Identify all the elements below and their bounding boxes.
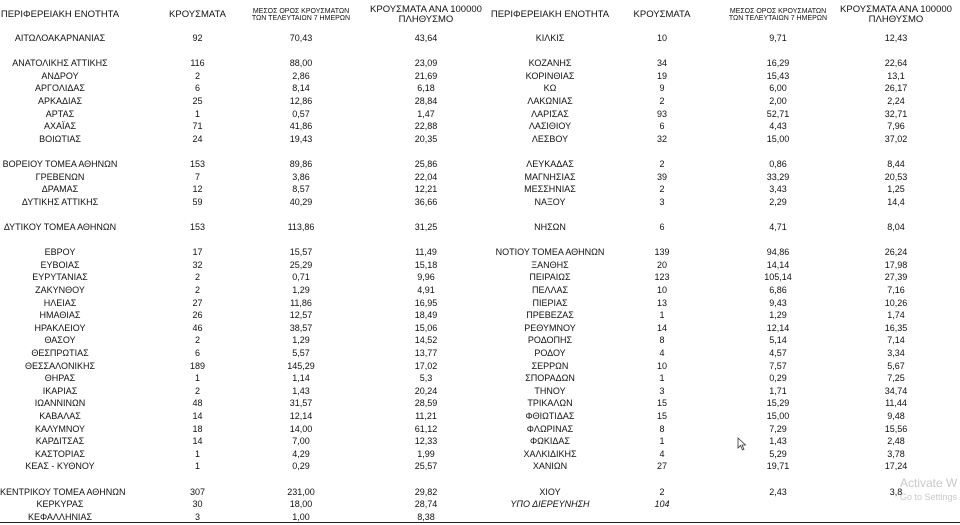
cell-per100k: 17,98	[884, 259, 908, 270]
cell-per100k: 9,48	[887, 411, 905, 421]
cell-cases: 24	[192, 133, 203, 144]
cell-avg: 145,29	[287, 360, 315, 371]
cell-cases: 2	[194, 335, 200, 346]
cell-avg: 5,29	[769, 448, 787, 459]
cell-cases: 93	[656, 108, 667, 119]
cell-avg: 88,00	[289, 58, 313, 69]
cell-cases: 15	[656, 398, 667, 409]
cell-avg: 2,00	[769, 96, 787, 106]
cell-per100k: 11,44	[885, 398, 907, 409]
cell-name: ΚΑΣΤΟΡΙΑΣ	[35, 448, 85, 459]
cell-cases: 3	[659, 385, 665, 396]
cell-avg: 12,14	[766, 322, 790, 333]
cell-name: ΒΟΡΕΙΟΥ ΤΟΜΕΑ ΑΘΗΝΩΝ	[2, 159, 118, 169]
cell-avg: 1,43	[769, 436, 787, 447]
cell-cases: 2	[194, 285, 200, 295]
cell-per100k: 20,24	[414, 385, 438, 396]
cell-avg: 0,57	[292, 108, 310, 119]
cell-cases: 10	[656, 285, 667, 295]
cell-avg: 8,57	[292, 184, 310, 195]
cell-avg: 5,14	[769, 335, 787, 346]
cell-per100k: 7,96	[887, 121, 905, 132]
cell-per100k: 6,18	[417, 83, 435, 94]
cell-per100k: 11,21	[415, 411, 437, 421]
cell-cases: 15	[656, 411, 667, 421]
table-bottom-border	[0, 522, 960, 523]
cell-avg: 1,43	[292, 385, 310, 396]
cell-avg: 7,57	[769, 360, 787, 371]
cell-name: ΑΧΑΪΑΣ	[43, 121, 77, 132]
cell-cases: 59	[192, 196, 203, 207]
cell-cases: 71	[192, 121, 203, 132]
cell-per100k: 9,96	[417, 272, 435, 283]
cell-per100k: 16,35	[884, 322, 908, 333]
cell-name: ΧΙΟΥ	[539, 486, 561, 497]
cell-per100k: 16,95	[414, 297, 438, 308]
cell-name: ΚΙΛΚΙΣ	[535, 33, 565, 43]
cell-per100k: 28,59	[414, 398, 438, 409]
cell-per100k: 43,64	[414, 33, 438, 43]
cell-cases: 6	[194, 348, 200, 358]
cell-per100k: 8,44	[887, 159, 905, 169]
cell-name: ΑΡΚΑΔΙΑΣ	[37, 96, 83, 106]
cell-avg: 2,43	[769, 486, 787, 497]
cell-cases: 1	[194, 448, 200, 459]
cell-avg: 94,86	[766, 247, 790, 258]
cell-cases: 139	[654, 247, 670, 258]
header-cases-right: ΚΡΟΥΣΜΑΤΑ	[633, 9, 691, 21]
cell-name: ΗΛΕΙΑΣ	[43, 297, 77, 308]
cell-name: ΑΝΔΡΟΥ	[41, 70, 79, 81]
cell-name: ΦΩΚΙΔΑΣ	[530, 436, 570, 447]
cell-cases: 26	[192, 310, 203, 321]
cell-cases: 27	[192, 297, 203, 308]
cell-name: ΘΕΣΠΡΩΤΙΑΣ	[31, 348, 89, 358]
cell-per100k: 14,4	[887, 196, 905, 207]
cell-per100k: 8,04	[887, 222, 905, 232]
cell-name: ΦΛΩΡΙΝΑΣ	[526, 423, 574, 434]
cell-avg: 19,43	[289, 133, 313, 144]
cell-avg: 9,43	[769, 297, 787, 308]
cell-name: ΔΥΤΙΚΗΣ ΑΤΤΙΚΗΣ	[21, 196, 99, 207]
cell-name: ΔΡΑΜΑΣ	[41, 184, 79, 195]
cell-per100k: 31,25	[414, 222, 438, 232]
cell-avg: 0,29	[769, 373, 787, 384]
cell-cases: 153	[189, 222, 206, 232]
cell-per100k: 15,56	[884, 423, 908, 434]
cell-name: ΧΑΝΙΩΝ	[532, 461, 568, 472]
cell-cases: 7	[194, 171, 200, 182]
cell-cases: 92	[192, 33, 203, 43]
cell-cases: 2	[659, 184, 665, 195]
cell-name: ΘΗΡΑΣ	[44, 373, 76, 384]
cell-name: ΕΥΒΟΙΑΣ	[40, 259, 80, 270]
cell-per100k: 17,02	[414, 360, 438, 371]
cell-avg: 40,29	[289, 196, 313, 207]
cell-avg: 2,86	[292, 70, 310, 81]
cell-name: ΙΚΑΡΙΑΣ	[42, 385, 78, 396]
cell-per100k: 11,49	[415, 247, 437, 258]
cell-cases: 189	[189, 360, 206, 371]
header-per100k-right: ΚΡΟΥΣΜΑΤΑ ΑΝΑ 100000 ΠΛΗΘΥΣΜΟ	[840, 4, 952, 25]
cell-name: ΒΟΙΩΤΙΑΣ	[39, 133, 81, 144]
cell-name: ΜΑΓΝΗΣΙΑΣ	[524, 171, 576, 182]
cell-cases: 116	[190, 58, 205, 69]
cell-avg: 33,29	[766, 171, 790, 182]
cell-name: ΛΕΥΚΑΔΑΣ	[526, 159, 574, 169]
cell-name: ΛΑΣΙΘΙΟΥ	[528, 121, 572, 132]
mouse-pointer-icon	[737, 437, 747, 451]
cell-cases: 10	[656, 360, 667, 371]
cell-per100k: 22,04	[414, 171, 438, 182]
cell-name: ΞΑΝΘΗΣ	[531, 259, 569, 270]
cell-cases: 14	[192, 411, 203, 421]
cell-name: ΚΟΡΙΝΘΙΑΣ	[525, 70, 575, 81]
cell-avg: 12,86	[289, 96, 313, 106]
cell-cases: 1	[194, 108, 200, 119]
cell-per100k: 3,8	[889, 486, 903, 497]
cell-name: ΚΕΝΤΡΙΚΟΥ ΤΟΜΕΑ ΑΘΗΝΩΝ	[0, 486, 126, 497]
cell-cases: 27	[656, 461, 667, 472]
cell-name: ΣΠΟΡΑΔΩΝ	[525, 373, 575, 384]
cell-avg: 7,29	[769, 423, 787, 434]
cell-avg: 1,29	[292, 335, 310, 346]
cell-name: ΚΕΦΑΛΛΗΝΙΑΣ	[27, 511, 93, 522]
cell-per100k: 12,21	[414, 184, 438, 195]
cell-name: ΘΕΣΣΑΛΟΝΙΚΗΣ	[24, 360, 96, 371]
cell-avg: 1,71	[769, 385, 787, 396]
cell-name: ΥΠΟ ΔΙΕΡΕΥΝΗΣΗ	[510, 499, 590, 510]
cell-avg: 4,43	[769, 121, 787, 132]
cell-avg: 15,29	[766, 398, 790, 409]
cell-cases: 1	[194, 461, 200, 472]
cell-name: ΛΑΚΩΝΙΑΣ	[527, 96, 573, 106]
cell-cases: 17	[192, 247, 203, 258]
cell-per100k: 12,33	[414, 436, 438, 447]
cell-cases: 2	[194, 385, 200, 396]
header-avg-right: ΜΕΣΟΣ ΟΡΟΣ ΚΡΟΥΣΜΑΤΩΝ ΤΩΝ ΤΕΛΕΥΤΑΙΩΝ 7 ΗΜΕΡΩΝ	[728, 7, 828, 22]
cell-name: ΚΟΖΑΝΗΣ	[528, 58, 572, 69]
cell-name: ΚΑΛΥΜΝΟΥ	[34, 423, 86, 434]
cell-avg: 4,29	[292, 448, 310, 459]
cell-per100k: 29,82	[414, 486, 438, 497]
header-cases-left: ΚΡΟΥΣΜΑΤΑ	[169, 9, 226, 21]
cell-per100k: 23,09	[414, 58, 438, 69]
watermark-settings: Go to Settings	[900, 492, 958, 502]
cell-per100k: 5,67	[887, 360, 905, 371]
cell-cases: 104	[654, 499, 670, 510]
cell-per100k: 37,02	[884, 133, 908, 144]
cell-avg: 3,43	[769, 184, 787, 195]
cell-avg: 1,14	[292, 373, 310, 384]
cell-name: ΗΡΑΚΛΕΙΟΥ	[34, 322, 86, 333]
cell-avg: 89,86	[289, 159, 313, 169]
cell-name: ΚΕΑΣ - ΚΥΘΝΟΥ	[25, 461, 95, 472]
cell-per100k: 1,47	[417, 108, 435, 119]
cell-avg: 52,71	[766, 108, 790, 119]
cell-per100k: 12,43	[884, 33, 908, 43]
cell-per100k: 25,86	[414, 159, 438, 169]
cell-cases: 3	[659, 196, 665, 207]
cell-name: ΘΑΣΟΥ	[44, 335, 76, 346]
cell-cases: 2	[194, 272, 200, 283]
cell-cases: 2	[659, 486, 665, 497]
cell-avg: 0,29	[292, 461, 310, 472]
cell-per100k: 1,25	[887, 184, 905, 195]
cell-name: ΑΝΑΤΟΛΙΚΗΣ ΑΤΤΙΚΗΣ	[12, 58, 108, 69]
cell-per100k: 17,24	[884, 461, 908, 472]
cell-avg: 7,00	[292, 436, 310, 447]
cell-cases: 12	[192, 184, 203, 195]
cell-name: ΝΟΤΙΟΥ ΤΟΜΕΑ ΑΘΗΝΩΝ	[495, 247, 605, 258]
cell-name: ΛΑΡΙΣΑΣ	[531, 108, 569, 119]
cell-avg: 19,71	[766, 461, 790, 472]
cell-per100k: 26,17	[884, 83, 908, 94]
cell-avg: 70,43	[289, 33, 313, 43]
cell-per100k: 20,53	[884, 171, 908, 182]
cell-avg: 18,00	[289, 499, 313, 510]
cell-cases: 18	[192, 423, 203, 434]
cell-avg: 15,57	[289, 247, 313, 258]
cell-cases: 20	[656, 259, 667, 270]
cell-per100k: 1,74	[887, 310, 905, 321]
cell-cases: 1	[659, 373, 665, 384]
header-region-left: ΠΕΡΙΦΕΡΕΙΑΚΗ ΕΝΟΤΗΤΑ	[0, 9, 120, 21]
cell-per100k: 3,34	[887, 348, 905, 358]
cell-avg: 15,00	[766, 133, 790, 144]
cell-cases: 4	[659, 448, 665, 459]
cell-cases: 19	[656, 70, 667, 81]
cell-cases: 46	[192, 322, 203, 333]
cell-name: ΚΑΡΔΙΤΣΑΣ	[35, 436, 85, 447]
cell-avg: 4,71	[769, 222, 787, 232]
cell-cases: 8	[659, 335, 665, 346]
cell-avg: 16,29	[766, 58, 790, 69]
cell-name: ΚΑΒΑΛΑΣ	[39, 411, 81, 421]
cell-name: ΧΑΛΚΙΔΙΚΗΣ	[523, 448, 577, 459]
cell-name: ΗΜΑΘΙΑΣ	[39, 310, 81, 321]
cell-per100k: 22,88	[414, 121, 438, 132]
cell-cases: 6	[659, 121, 665, 132]
cell-avg: 113,86	[287, 222, 315, 232]
cell-name: ΡΟΔΟΥ	[534, 348, 566, 358]
cell-name: ΡΟΔΟΠΗΣ	[527, 335, 573, 346]
cell-name: ΠΕΙΡΑΙΩΣ	[529, 272, 571, 283]
cell-avg: 15,43	[766, 70, 790, 81]
cell-name: ΓΡΕΒΕΝΩΝ	[35, 171, 85, 182]
cell-cases: 13	[656, 297, 667, 308]
cell-name: ΦΘΙΩΤΙΔΑΣ	[525, 411, 575, 421]
cell-cases: 307	[189, 486, 206, 497]
cell-per100k: 13,77	[414, 348, 438, 358]
cell-cases: 30	[192, 499, 203, 510]
cell-name: ΜΕΣΣΗΝΙΑΣ	[524, 184, 576, 195]
header-avg-left: ΜΕΣΟΣ ΟΡΟΣ ΚΡΟΥΣΜΑΤΩΝ ΤΩΝ ΤΕΛΕΥΤΑΙΩΝ 7 ΗΜΕΡΩΝ	[251, 7, 351, 22]
cell-cases: 6	[659, 222, 665, 232]
cell-cases: 6	[194, 83, 200, 94]
cell-cases: 14	[656, 322, 667, 333]
cell-avg: 0,71	[292, 272, 310, 283]
cell-cases: 14	[192, 436, 203, 447]
cell-cases: 8	[659, 423, 665, 434]
cell-cases: 9	[659, 83, 665, 94]
cell-name: ΔΥΤΙΚΟΥ ΤΟΜΕΑ ΑΘΗΝΩΝ	[3, 222, 117, 232]
cell-cases: 1	[659, 436, 665, 447]
cell-cases: 39	[656, 171, 667, 182]
cell-name: ΚΕΡΚΥΡΑΣ	[36, 499, 84, 510]
cell-name: ΖΑΚΥΝΘΟΥ	[35, 285, 85, 295]
cell-per100k: 21,69	[414, 70, 438, 81]
cell-cases: 10	[656, 33, 667, 43]
watermark-activate: Activate W	[900, 476, 958, 490]
cell-per100k: 3,78	[887, 448, 905, 459]
cell-per100k: 2,48	[887, 436, 905, 447]
cell-name: ΡΕΘΥΜΝΟΥ	[524, 322, 576, 333]
cell-per100k: 7,25	[887, 373, 905, 384]
cell-per100k: 28,74	[414, 499, 438, 510]
cell-cases: 32	[656, 133, 667, 144]
cell-avg: 5,57	[292, 348, 310, 358]
cell-cases: 4	[659, 348, 665, 358]
cell-name: ΙΩΑΝΝΙΝΩΝ	[34, 398, 86, 409]
cell-cases: 2	[194, 70, 200, 81]
cell-name: ΛΕΣΒΟΥ	[531, 133, 569, 144]
cell-avg: 1,29	[769, 310, 787, 321]
cell-per100k: 1,99	[417, 448, 435, 459]
cell-per100k: 13,1	[887, 70, 905, 81]
header-per100k-left: ΚΡΟΥΣΜΑΤΑ ΑΝΑ 100000 ΠΛΗΘΥΣΜΟ	[370, 4, 482, 25]
cell-name: ΝΑΞΟΥ	[534, 196, 566, 207]
cell-avg: 4,57	[769, 348, 787, 358]
cell-avg: 2,29	[769, 196, 787, 207]
cell-cases: 123	[654, 272, 670, 283]
cell-cases: 48	[192, 398, 203, 409]
cell-name: ΑΡΓΟΛΙΔΑΣ	[35, 83, 85, 94]
cell-avg: 0,86	[769, 159, 787, 169]
cell-avg: 1,00	[292, 511, 310, 522]
cell-cases: 2	[659, 96, 665, 106]
cell-name: ΑΡΤΑΣ	[45, 108, 75, 119]
cell-per100k: 5,3	[419, 373, 433, 384]
cell-per100k: 22,64	[884, 58, 908, 69]
cell-per100k: 27,39	[884, 272, 908, 283]
cell-per100k: 25,57	[414, 461, 438, 472]
cell-cases: 1	[659, 310, 665, 321]
cell-avg: 231,00	[287, 486, 315, 497]
cell-per100k: 8,38	[417, 511, 435, 522]
cell-cases: 25	[192, 96, 203, 106]
cell-avg: 31,57	[289, 398, 313, 409]
cell-cases: 1	[194, 373, 200, 384]
cell-avg: 25,29	[289, 259, 313, 270]
cell-cases: 3	[194, 511, 200, 522]
cell-name: ΠΙΕΡΙΑΣ	[532, 297, 568, 308]
cell-per100k: 2,24	[887, 96, 905, 106]
cell-per100k: 10,26	[884, 297, 908, 308]
cell-avg: 3,86	[292, 171, 310, 182]
cell-avg: 12,14	[289, 411, 313, 421]
cell-avg: 15,00	[766, 411, 790, 421]
cell-cases: 32	[192, 259, 203, 270]
header-region-right: ΠΕΡΙΦΕΡΕΙΑΚΗ ΕΝΟΤΗΤΑ	[490, 9, 610, 21]
cell-per100k: 15,18	[414, 259, 438, 270]
cell-avg: 14,00	[289, 423, 313, 434]
cell-avg: 9,71	[769, 33, 787, 43]
cell-name: ΕΥΡΥΤΑΝΙΑΣ	[32, 272, 88, 283]
cell-name: ΑΙΤΩΛΟΑΚΑΡΝΑΝΙΑΣ	[14, 33, 106, 43]
cell-name: ΤΗΝΟΥ	[534, 385, 566, 396]
cell-avg: 41,86	[289, 121, 313, 132]
cell-name: ΣΕΡΡΩΝ	[531, 360, 569, 371]
cell-name: ΕΒΡΟΥ	[44, 247, 76, 258]
cell-per100k: 61,12	[414, 423, 438, 434]
cell-per100k: 4,91	[417, 285, 435, 295]
cell-avg: 38,57	[289, 322, 313, 333]
cell-cases: 2	[659, 159, 665, 169]
cell-cases: 153	[189, 159, 206, 169]
cell-avg: 11,86	[290, 297, 312, 308]
cell-avg	[722, 498, 834, 511]
cell-name: ΤΡΙΚΑΛΩΝ	[527, 398, 573, 409]
cell-per100k: 26,24	[884, 247, 908, 258]
cell-avg: 8,14	[292, 83, 310, 94]
cell-per100k: 18,49	[414, 310, 438, 321]
cell-per100k: 14,52	[414, 335, 438, 346]
cell-name: ΠΡΕΒΕΖΑΣ	[526, 310, 574, 321]
cell-name: ΝΗΣΩΝ	[534, 222, 566, 232]
cell-per100k: 36,66	[414, 196, 438, 207]
cell-per100k: 20,35	[414, 133, 438, 144]
cell-avg: 6,86	[769, 285, 787, 295]
cell-per100k: 7,16	[887, 285, 905, 295]
cell-per100k: 34,74	[884, 385, 908, 396]
cell-avg: 105,14	[764, 272, 792, 283]
cell-per100k: 15,06	[414, 322, 438, 333]
cell-per100k: 7,14	[887, 335, 905, 346]
cell-per100k: 28,84	[414, 96, 438, 106]
cell-name: ΠΕΛΛΑΣ	[531, 285, 569, 295]
cell-avg: 12,57	[289, 310, 313, 321]
cell-per100k: 32,71	[884, 108, 908, 119]
cell-avg: 6,00	[769, 83, 787, 94]
cell-avg: 14,14	[766, 259, 790, 270]
cell-name: ΚΩ	[543, 83, 557, 94]
cell-avg: 1,29	[292, 285, 310, 295]
cell-cases: 34	[656, 58, 667, 69]
